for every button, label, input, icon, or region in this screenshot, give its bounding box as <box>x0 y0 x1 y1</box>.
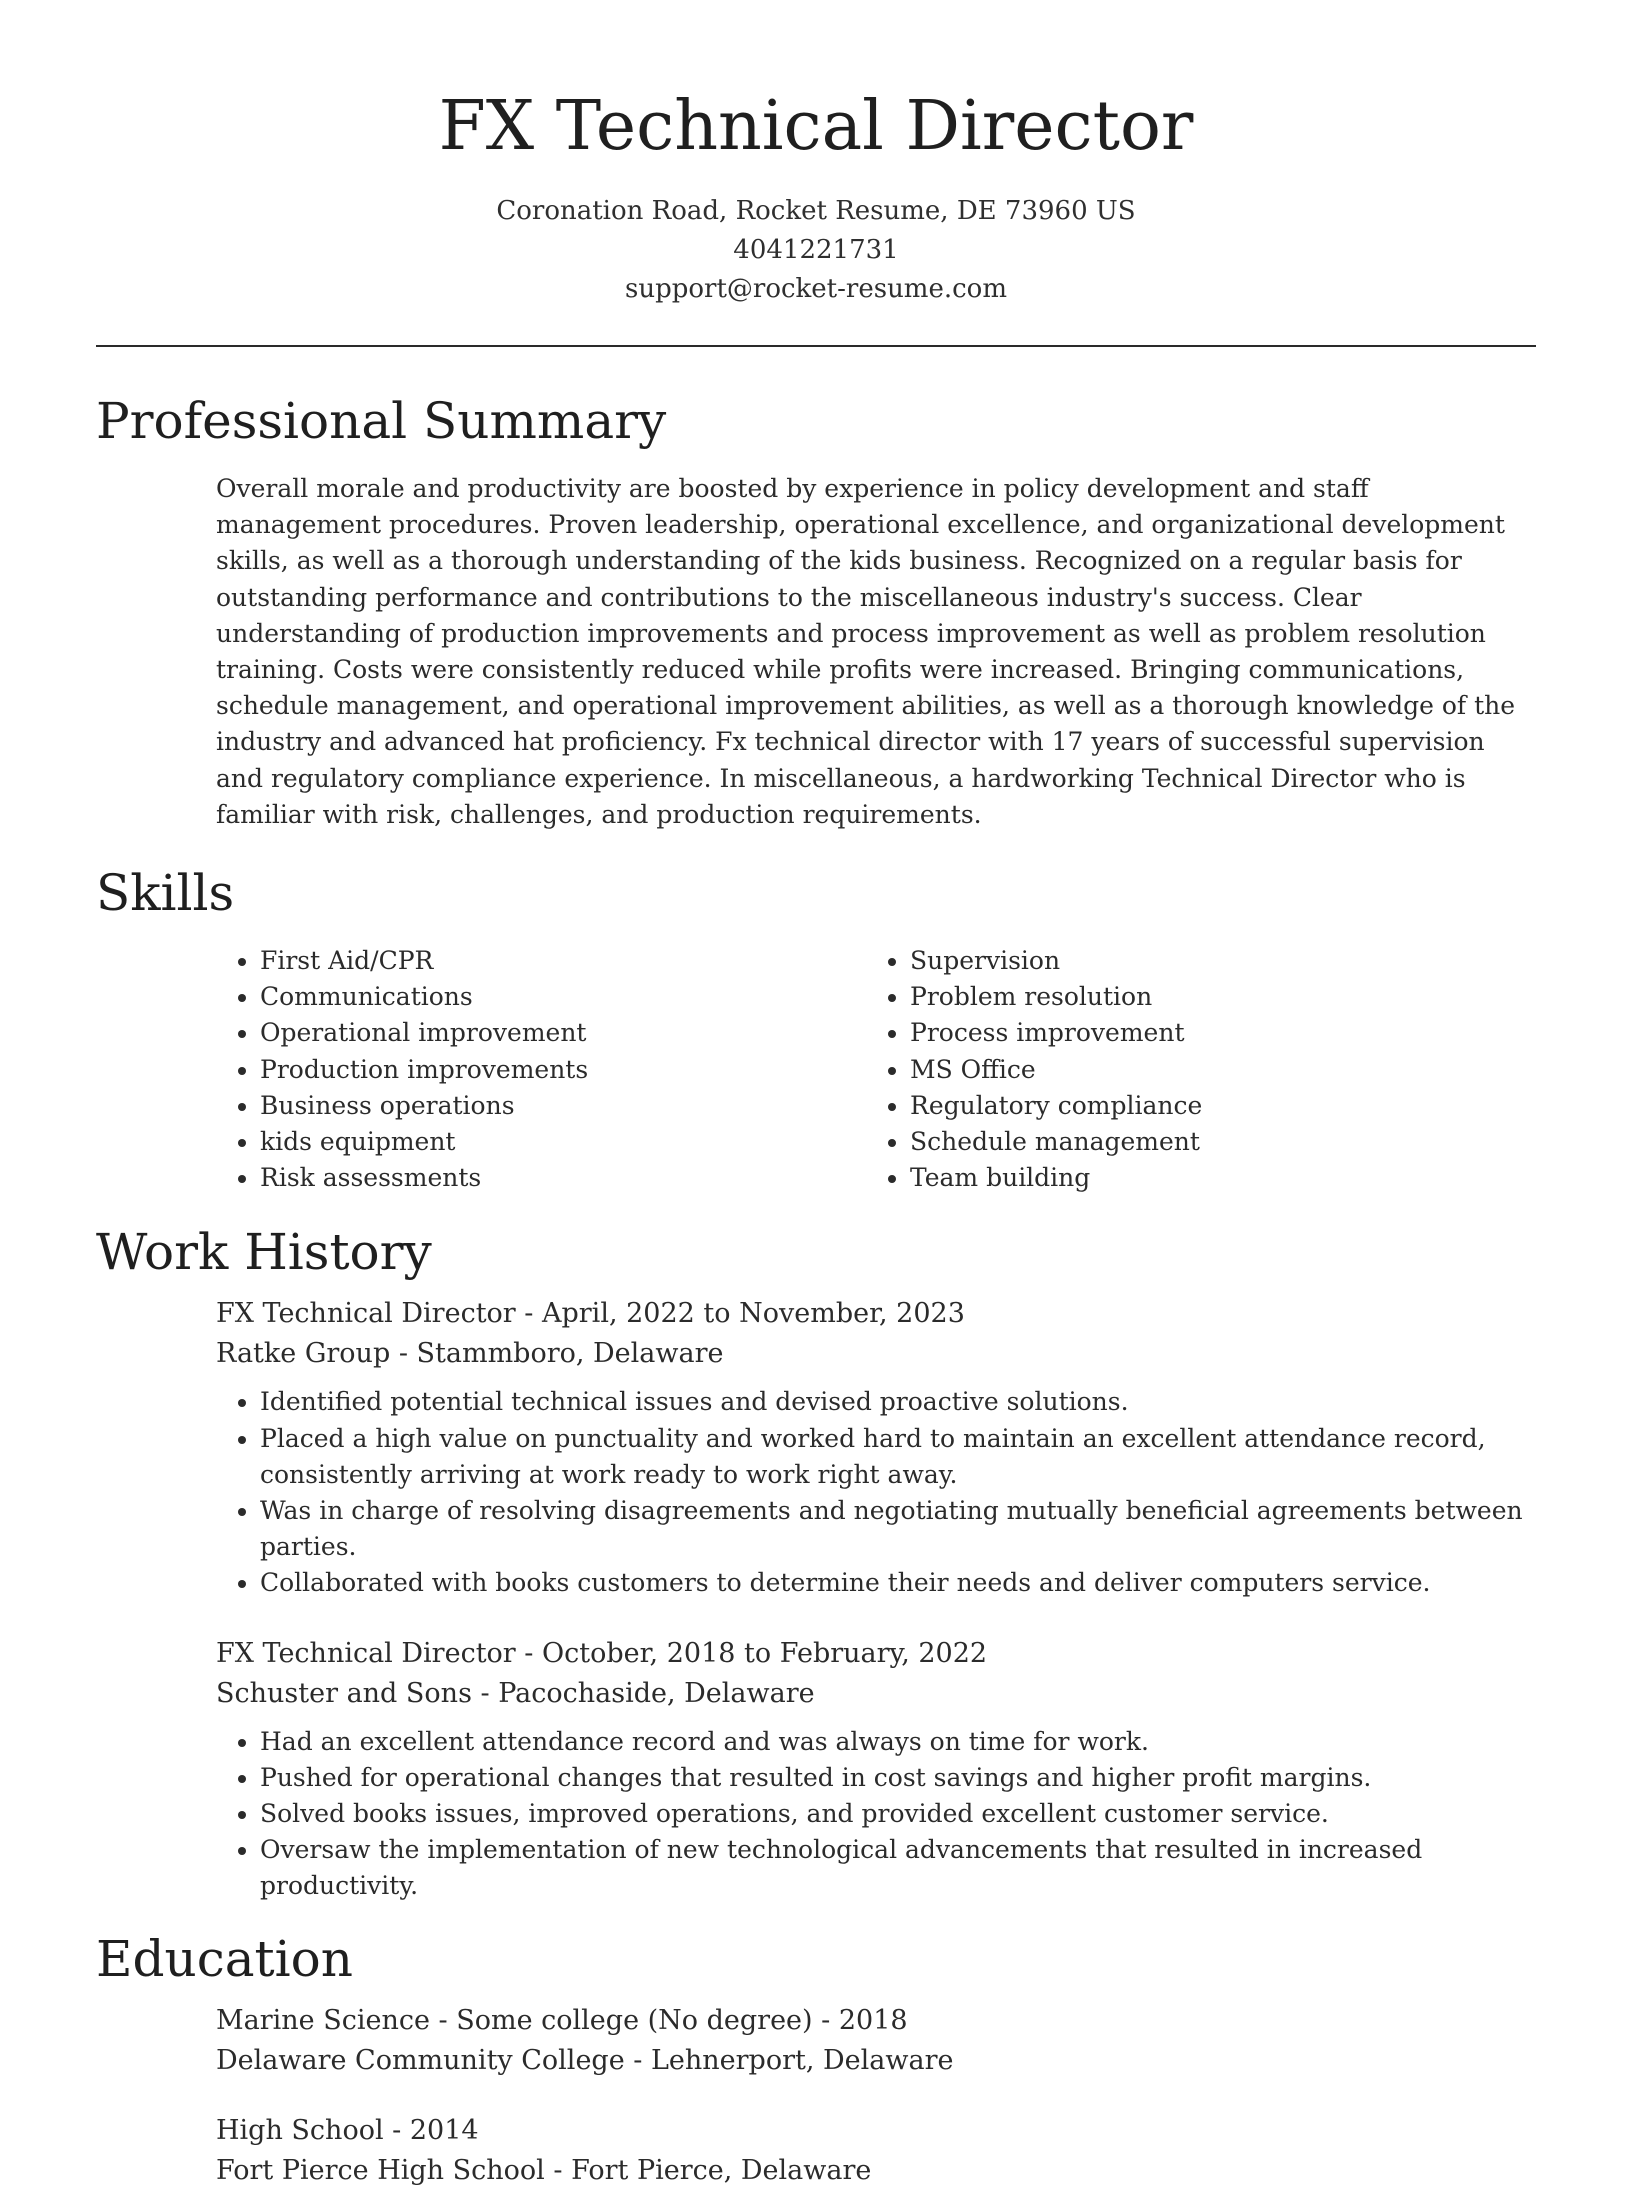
education-school: Fort Pierce High School <box>216 2154 545 2186</box>
job-bullet: • Pushed for operational changes that resulted in cost savings and higher profit margins. <box>260 1760 1536 1796</box>
skill-item: • MS Office <box>910 1052 1516 1088</box>
address: Coronation Road, Rocket Resume, DE 73960 US <box>496 196 1136 226</box>
skill-item: • Process improvement <box>910 1015 1516 1051</box>
contact-block <box>96 192 1536 309</box>
job-dates: - April, 2022 to November, 2023 <box>515 1298 965 1330</box>
job-company-line <box>216 1674 1536 1714</box>
job-location: - Stammboro, Delaware <box>390 1338 724 1370</box>
job-location: - Pacochaside, Delaware <box>471 1677 815 1709</box>
skill-item: • First Aid/CPR <box>260 943 866 979</box>
skill-item: • Team building <box>910 1160 1516 1196</box>
skills-column-right <box>866 943 1516 1196</box>
job-bullet: • Had an excellent attendance record and was always on time for work. <box>260 1724 1536 1760</box>
job-bullet: • Identified potential technical issues and devised proactive solutions. <box>260 1384 1536 1420</box>
job-company-line <box>216 1334 1536 1374</box>
job-bullet: • Was in charge of resolving disagreements and negotiating mutually beneficial agreements between parties. <box>260 1493 1536 1565</box>
skill-item: • Production improvements <box>260 1052 866 1088</box>
header-divider <box>96 345 1536 347</box>
work-history-heading: Work History <box>96 1223 432 1282</box>
skill-item: • Schedule management <box>910 1124 1516 1160</box>
job-position: FX Technical Director <box>216 1637 516 1669</box>
education-school: Delaware Community College <box>216 2044 625 2076</box>
education-location: - Lehnerport, Delaware <box>624 2044 954 2076</box>
education-degree: Marine Science - Some college (No degree) <box>216 2004 813 2036</box>
skill-item: • kids equipment <box>260 1124 866 1160</box>
education-heading: Education <box>96 1929 353 1988</box>
job-bullets <box>216 1724 1536 1905</box>
skills-section <box>96 861 1536 1196</box>
job-bullet: • Placed a high value on punctuality and worked hard to maintain an excellent attendance record, consistently arriving at work ready to work right away. <box>260 1421 1536 1493</box>
skill-item: • Regulatory compliance <box>910 1088 1516 1124</box>
education-location: - Fort Pierce, Delaware <box>544 2154 872 2186</box>
resume-page <box>96 0 1536 2191</box>
email-address: support@rocket-resume.com <box>624 274 1007 304</box>
education-section <box>96 1927 1536 2191</box>
summary-heading: Professional Summary <box>96 392 667 450</box>
job-title-line <box>216 1634 1536 1674</box>
skill-item: • Supervision <box>910 943 1516 979</box>
job-bullet: • Solved books issues, improved operations, and provided excellent customer service. <box>260 1796 1536 1832</box>
education-year: - 2014 <box>383 2114 479 2146</box>
job-entry <box>216 1294 1536 1601</box>
skills-grid <box>216 943 1536 1196</box>
phone-number: 4041221731 <box>733 235 899 265</box>
summary-section <box>96 389 1536 833</box>
education-school-line <box>216 2151 1536 2191</box>
candidate-name: FX Technical Director <box>438 87 1194 166</box>
education-degree-line <box>216 2111 1536 2151</box>
job-entry <box>216 1634 1536 1905</box>
job-bullets <box>216 1384 1536 1601</box>
skill-item: • Business operations <box>260 1088 866 1124</box>
skill-item: • Communications <box>260 979 866 1015</box>
job-bullet: • Collaborated with books customers to determine their needs and deliver computers service. <box>260 1565 1536 1601</box>
job-company: Schuster and Sons <box>216 1677 472 1709</box>
job-dates: - October, 2018 to February, 2022 <box>515 1637 988 1669</box>
job-company: Ratke Group <box>216 1338 391 1370</box>
skill-item: • Risk assessments <box>260 1160 866 1196</box>
education-degree-line <box>216 2001 1536 2041</box>
skills-column-left <box>216 943 866 1196</box>
job-title-line <box>216 1294 1536 1334</box>
education-degree: High School <box>216 2114 384 2146</box>
skill-item: • Operational improvement <box>260 1015 866 1051</box>
education-entry <box>216 2001 1536 2081</box>
job-position: FX Technical Director <box>216 1298 516 1330</box>
job-bullet: • Oversaw the implementation of new technological advancements that resulted in increased productivity. <box>260 1832 1536 1904</box>
skills-heading: Skills <box>96 864 235 923</box>
work-history-section <box>96 1220 1536 1904</box>
resume-header <box>96 0 1536 309</box>
summary-text: Overall morale and productivity are boosted by experience in policy development and staff management procedures. Proven leadership, operational excellence, and organizational development skills, as well as a thorough understanding of the kids business. Recognized on a regular basis for outstanding performance and contributions to the miscellaneous industry's success. Clear understanding of production improvements and process improvement as well as problem resolution training. Costs were consistently reduced while profits were increased. Bringing communications, schedule management, and operational improvement abilities, as well as a thorough knowledge of the industry and advanced hat proficiency. Fx technical director with 17 years of successful supervision and regulatory compliance experience. In miscellaneous, a hardworking Technical Director who is familiar with risk, challenges, and production requirements. <box>216 474 1516 829</box>
education-year: - 2018 <box>812 2004 908 2036</box>
education-school-line <box>216 2041 1536 2081</box>
skill-item: • Problem resolution <box>910 979 1516 1015</box>
education-entry <box>216 2111 1536 2191</box>
